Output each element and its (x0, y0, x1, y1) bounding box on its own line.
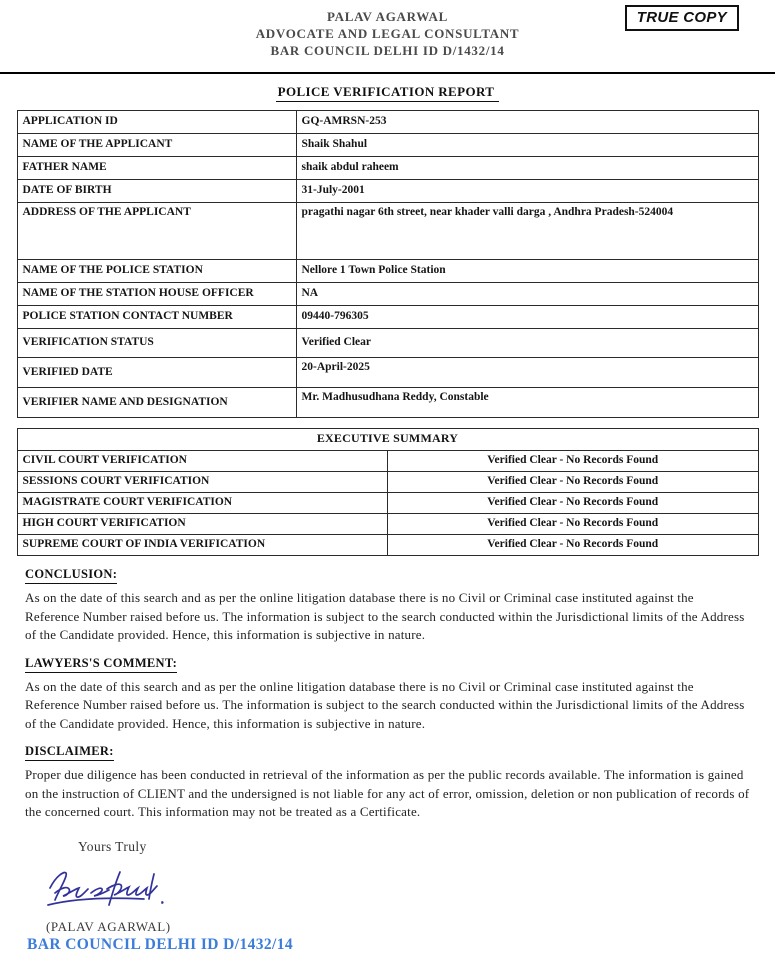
table-header-row (17, 429, 758, 451)
field-label: NAME OF THE POLICE STATION (17, 260, 296, 283)
report-title-wrap (0, 83, 775, 102)
field-value: Mr. Madhusudhana Reddy, Constable (296, 388, 758, 418)
lawyers-comment-heading (25, 656, 750, 673)
field-label: NAME OF THE STATION HOUSE OFFICER (17, 283, 296, 306)
court-label: HIGH COURT VERIFICATION (17, 514, 388, 535)
report-title: POLICE VERIFICATION REPORT (276, 84, 500, 102)
signatory-name: (PALAV AGARWAL) (46, 918, 171, 934)
lawyers-comment-section (25, 656, 750, 734)
field-value: Nellore 1 Town Police Station (296, 260, 758, 283)
table-row (17, 260, 758, 283)
court-label: SUPREME COURT OF INDIA VERIFICATION (17, 535, 388, 556)
table-row (17, 472, 758, 493)
executive-summary-title: EXECUTIVE SUMMARY (17, 429, 758, 451)
table-row (17, 283, 758, 306)
table-row (17, 203, 758, 260)
closing-salutation: Yours Truly (78, 838, 147, 854)
signature-block (42, 862, 775, 918)
field-label: ADDRESS OF THE APPLICANT (17, 203, 296, 260)
table-row (17, 180, 758, 203)
bar-council-id-header: BAR COUNCIL DELHI ID D/1432/14 (270, 43, 505, 58)
court-label: CIVIL COURT VERIFICATION (17, 451, 388, 472)
advocate-designation: ADVOCATE AND LEGAL CONSULTANT (255, 26, 520, 41)
table-row (17, 451, 758, 472)
table-row (17, 111, 758, 134)
table-row (17, 514, 758, 535)
table-row (17, 306, 758, 329)
executive-summary-table (17, 428, 759, 556)
conclusion-heading-text: CONCLUSION: (25, 567, 117, 584)
handwritten-signature-icon (42, 862, 170, 918)
field-label: APPLICATION ID (17, 111, 296, 134)
field-value: Shaik Shahul (296, 134, 758, 157)
true-copy-label: TRUE COPY (636, 9, 727, 26)
applicant-details-table (17, 110, 759, 418)
conclusion-heading (25, 567, 750, 584)
disclaimer-heading (25, 744, 750, 761)
disclaimer-body: Proper due diligence has been conducted in retrieval of the information as per the public records available. The information is gained on the instruction of CLIENT and the undersigned is not liable for any act of error, omission, deletion or non publication of records of the concerned court. This information may not be treated as a Certificate. (25, 767, 750, 819)
advocate-name: PALAV AGARWAL (327, 9, 448, 24)
field-value: NA (296, 283, 758, 306)
table-row (17, 329, 758, 358)
table-row (17, 157, 758, 180)
field-label: DATE OF BIRTH (17, 180, 296, 203)
lawyers-comment-body: As on the date of this search and as per the online litigation database there is no Civil or Criminal case instituted against the Reference Number raised before us. The information is subject to the search conducted within the Jurisdictional limits of the Address of the Candidate provided. Hence, this information is subjective in nature. (25, 678, 745, 731)
court-result: Verified Clear - No Records Found (388, 493, 759, 514)
field-label: POLICE STATION CONTACT NUMBER (17, 306, 296, 329)
court-label: MAGISTRATE COURT VERIFICATION (17, 493, 388, 514)
court-result: Verified Clear - No Records Found (388, 451, 759, 472)
field-value: GQ-AMRSN-253 (296, 111, 758, 134)
field-value: Verified Clear (296, 329, 758, 358)
field-label: VERIFIED DATE (17, 358, 296, 388)
field-value: 31-July-2001 (296, 180, 758, 203)
table-row (17, 535, 758, 556)
horizontal-rule (0, 72, 775, 74)
table-row (17, 134, 758, 157)
field-label: VERIFICATION STATUS (17, 329, 296, 358)
court-result: Verified Clear - No Records Found (388, 514, 759, 535)
table-row (17, 493, 758, 514)
field-value: pragathi nagar 6th street, near khader valli darga , Andhra Pradesh-524004 (296, 203, 758, 260)
court-result: Verified Clear - No Records Found (388, 472, 759, 493)
field-label: FATHER NAME (17, 157, 296, 180)
field-label: NAME OF THE APPLICANT (17, 134, 296, 157)
table-row (17, 388, 758, 418)
court-result: Verified Clear - No Records Found (388, 535, 759, 556)
true-copy-stamp (625, 5, 739, 31)
lawyers-comment-heading-text: LAWYERS'S COMMENT: (25, 656, 177, 673)
court-label: SESSIONS COURT VERIFICATION (17, 472, 388, 493)
table-row (17, 358, 758, 388)
field-label: VERIFIER NAME AND DESIGNATION (17, 388, 296, 418)
bar-council-id-footer: BAR COUNCIL DELHI ID D/1432/14 (27, 935, 294, 953)
field-value: 09440-796305 (296, 306, 758, 329)
field-value: shaik abdul raheem (296, 157, 758, 180)
field-value: 20-April-2025 (296, 358, 758, 388)
disclaimer-section (25, 744, 750, 822)
conclusion-body: As on the date of this search and as per the online litigation database there is no Civil or Criminal case instituted against the Reference Number raised before us. The information is subject to the search conducted within the Jurisdictional limits of the Address of the Candidate provided. Hence, this information is subjective in nature. (25, 590, 745, 642)
disclaimer-heading-text: DISCLAIMER: (25, 744, 114, 761)
conclusion-section (25, 567, 750, 645)
